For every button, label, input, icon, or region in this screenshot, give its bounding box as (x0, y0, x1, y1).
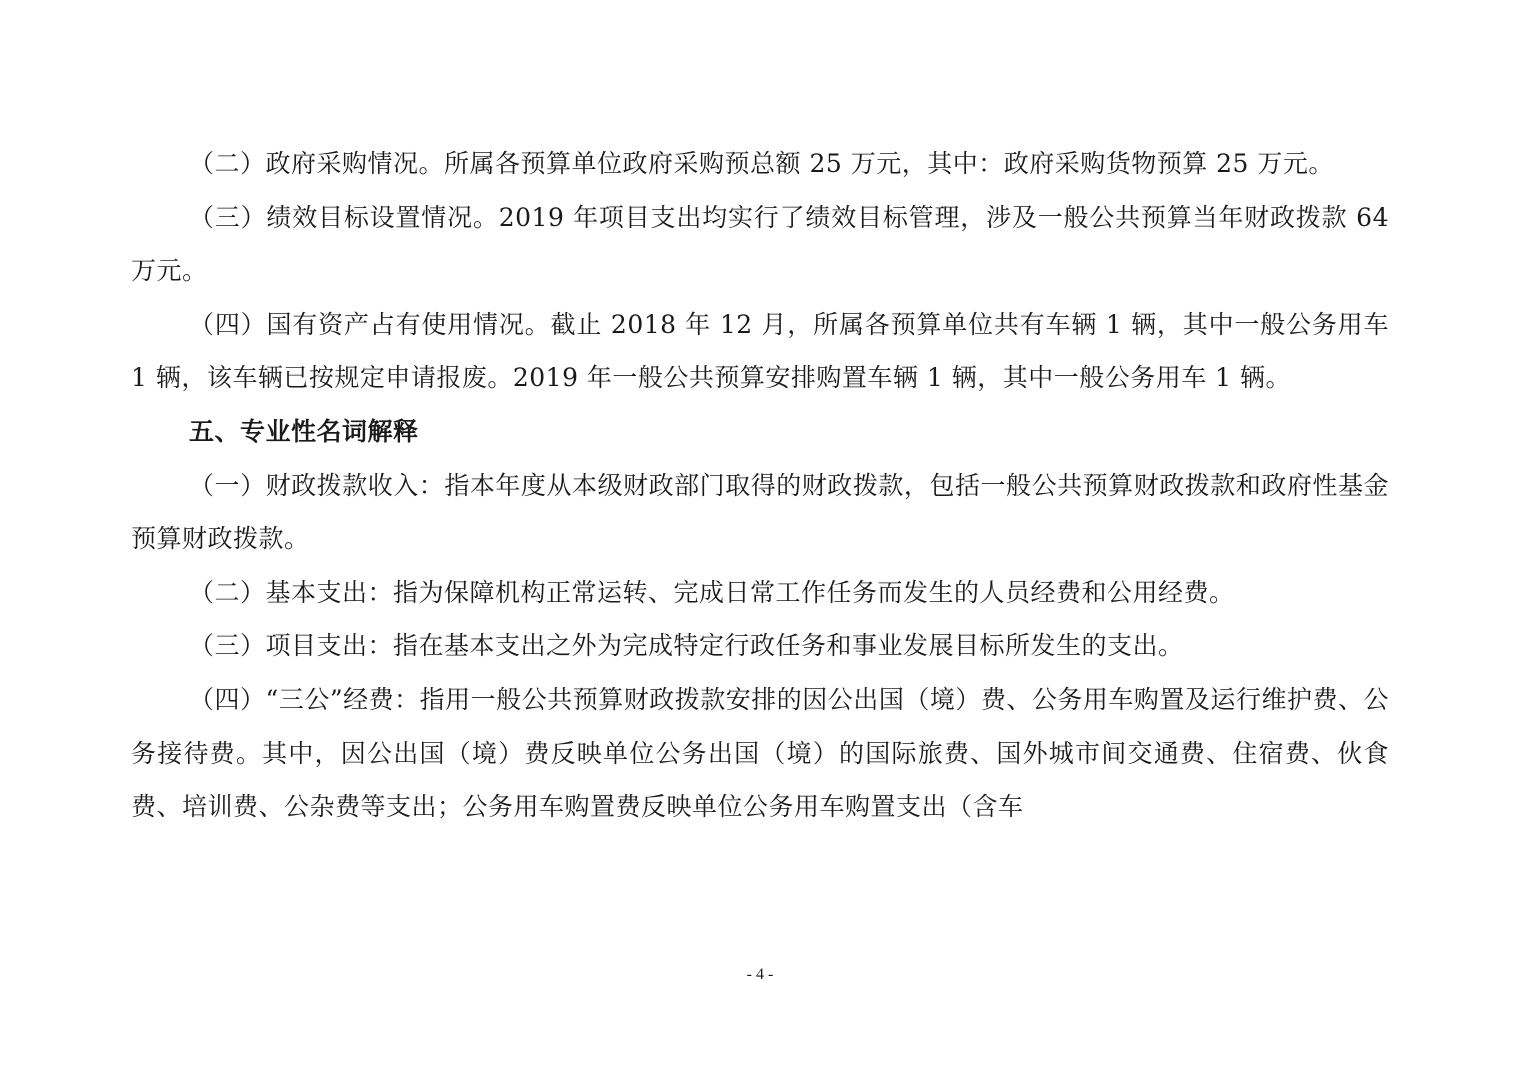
para-basic-expenditure: （二）基本支出：指为保障机构正常运转、完成日常工作任务而发生的人员经费和公用经费。 (189, 577, 1235, 607)
para-project-expenditure: （三）项目支出：指在基本支出之外为完成特定行政任务和事业发展目标所发生的支出。 (189, 631, 1184, 661)
document-body (131, 137, 1389, 834)
para-three-public-expenses: （四）“三公”经费：指用一般公共预算财政拨款安排的因公出国（境）费、公务用车购置及运行维护费、公务接待费。其中，因公出国（境）费反映单位公务出国（境）的国际旅费、国外城市间交通费、住宿费、伙食费、培训费、公杂费等支出；公务用车购置费反映单位公务用车购置支出（含车 (131, 684, 1389, 822)
para-state-assets: （四）国有资产占有使用情况。截止 2018 年 12 月，所属各预算单位共有车辆 1 辆，其中一般公务用车 1 辆，该车辆已按规定申请报废。2019 年一般公共预算安排购置车辆 1 辆，其中一般公务用车 1 辆。 (131, 309, 1389, 393)
para-government-procurement: （二）政府采购情况。所属各预算单位政府采购预总额 25 万元，其中：政府采购货物预算 25 万元。 (189, 149, 1334, 178)
page-number: - 4 - (746, 966, 774, 983)
section-heading-terminology: 五、专业性名词解释 (189, 416, 419, 446)
para-performance-targets: （三）绩效目标设置情况。2019 年项目支出均实行了绩效目标管理，涉及一般公共预算当年财政拨款 64 万元。 (131, 202, 1389, 286)
para-fiscal-appropriation-income: （一）财政拨款收入：指本年度从本级财政部门取得的财政拨款，包括一般公共预算财政拨款和政府性基金预算财政拨款。 (131, 470, 1389, 554)
